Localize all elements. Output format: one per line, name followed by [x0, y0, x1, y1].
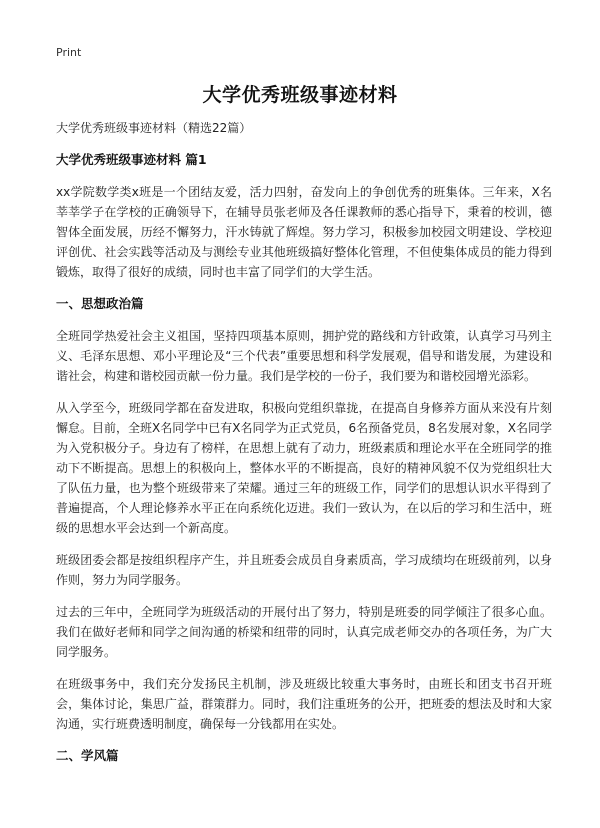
print-link[interactable]: Print: [56, 46, 82, 59]
section-heading-study-style: 二、学风篇: [56, 748, 119, 763]
paragraph: 全班同学热爱社会主义祖国，坚持四项基本原则，拥护党的路线和方针政策，认真学习马列主义、毛泽东思想、邓小平理论及“三个代表”重要思想和科学发展观，倡导和谐发展，为建设和谐社会，构建和谐校园贡献一份力量。我们是学校的一份子，我们要为和谐校园增光添彩。: [56, 329, 552, 383]
section-heading-ideology: 一、思想政治篇: [56, 296, 144, 311]
paragraph: 从入学至今，班级同学都在奋发进取，积极向党组织靠拢，在提高自身修养方面从来没有片刻懈怠。目前，全班X名同学中已有X名同学为正式党员，6名预备党员，8名发展对象，X名同学为入党积极分子。身边有了榜样，在思想上就有了动力，班级素质和理论水平在全班同学的推动下不断提高。思想上的积极向上，整体水平的不断提高，良好的精神风貌不仅为党组织壮大了队伍力量，也为整个班级带来了荣耀。通过三年的班级工作，同学们的思想认识水平得到了普遍提高，个人理论修养水平正在向系统化迈进。我们一致认为，在以后的学习和生活中，班级的思想水平会达到一个新高度。: [56, 401, 552, 535]
article-heading: 大学优秀班级事迹材料 篇1: [56, 152, 207, 167]
paragraph: 过去的三年中，全班同学为班级活动的开展付出了努力，特别是班委的同学倾注了很多心血。我们在做好老师和同学之间沟通的桥梁和纽带的同时，认真完成老师交办的各项任务，为广大同学服务。: [56, 605, 552, 659]
document-title: 大学优秀班级事迹材料: [202, 84, 398, 106]
document-body: [56, 118, 552, 778]
paragraph: 班级团委会都是按组织程序产生，并且班委会成员自身素质高，学习成绩均在班级前列，以身作则，努力为同学服务。: [56, 553, 552, 587]
paragraph: 在班级事务中，我们充分发扬民主机制，涉及班级比较重大事务时，由班长和团支书召开班会，集体讨论，集思广益，群策群力。同时，我们注重班务的公开，把班委的想法及时和大家沟通，实行班费透明制度，确保每一分钱都用在实处。: [56, 677, 552, 731]
intro-paragraph: xx学院数学类x班是一个团结友爱，活力四射，奋发向上的争创优秀的班集体。三年来，X名莘莘学子在学校的正确领导下，在辅导员张老师及各任课教师的悉心指导下，秉着的校训，德智体全面发展，历经不懈努力，汗水铸就了辉煌。努力学习，积极参加校园文明建设、学校迎评创优、社会实践等活动及与测绘专业其他班级搞好整体化管理，不但使集体成员的能力得到锻炼，取得了很好的成绩，同时也丰富了同学们的大学生活。: [56, 185, 552, 279]
document-subtitle: 大学优秀班级事迹材料（精选22篇）: [56, 121, 252, 135]
